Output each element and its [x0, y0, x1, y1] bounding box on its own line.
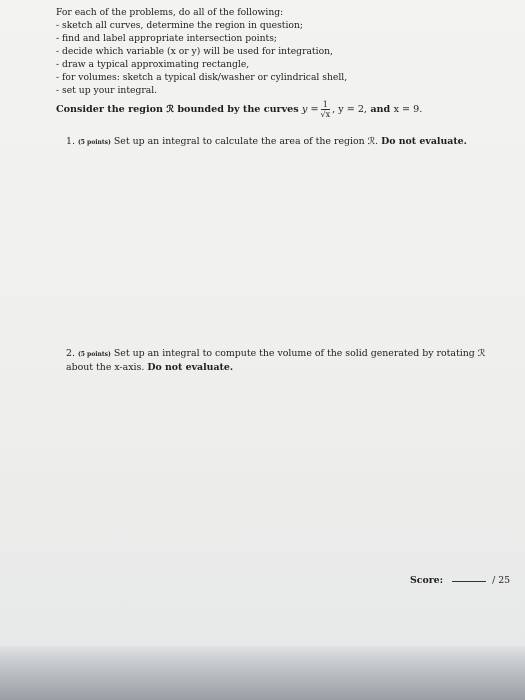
problem-2-axis: x-axis. — [114, 362, 145, 373]
score-label: Score: — [410, 575, 444, 586]
region-lead: Consider the region — [56, 104, 163, 115]
problem-1-number: 1. — [66, 136, 75, 147]
problem-2-text: Set up an integral to compute the volume of the solid generated by rotating ℛ about the — [66, 348, 486, 373]
region-symbol: ℛ — [166, 104, 174, 115]
instructions — [56, 6, 496, 97]
instruction-item: - set up your integral. — [56, 85, 158, 96]
problem-2 — [66, 347, 506, 374]
instruction-item: - draw a typical approximating rectangle, — [56, 59, 250, 70]
fraction-denominator: √x — [320, 110, 331, 119]
curve-1-fraction — [321, 100, 331, 119]
instruction-item: - sketch all curves, determine the region in question; — [56, 20, 303, 31]
problem-1-emphasis: Do not evaluate. — [381, 136, 467, 147]
and-text: and — [370, 104, 391, 115]
fraction-numerator: 1 — [322, 100, 328, 109]
curve-2: , y = 2, — [332, 104, 367, 115]
problem-1 — [66, 135, 506, 149]
problem-1-points: (5 points) — [77, 139, 111, 146]
problem-2-emphasis: Do not evaluate. — [147, 362, 234, 373]
region-statement — [56, 100, 496, 119]
instruction-item: - find and label appropriate intersection points; — [56, 33, 278, 44]
problem-1-text: Set up an integral to calculate the area of the region ℛ. — [113, 136, 379, 147]
score-blank — [452, 581, 486, 582]
instructions-heading: For each of the problems, do all of the following: — [56, 7, 284, 18]
region-bounded-text: bounded by the curves — [177, 104, 299, 115]
problem-2-number: 2. — [66, 348, 75, 359]
instruction-item: - decide which variable (x or y) will be used for integration, — [56, 46, 333, 57]
instruction-item: - for volumes: sketch a typical disk/washer or cylindrical shell, — [56, 72, 348, 83]
score-box — [410, 575, 510, 586]
curve-3: x = 9. — [393, 104, 423, 115]
curve-1-lhs: y = — [302, 104, 319, 115]
problem-2-points: (5 points) — [77, 351, 111, 358]
score-total: / 25 — [492, 575, 511, 586]
